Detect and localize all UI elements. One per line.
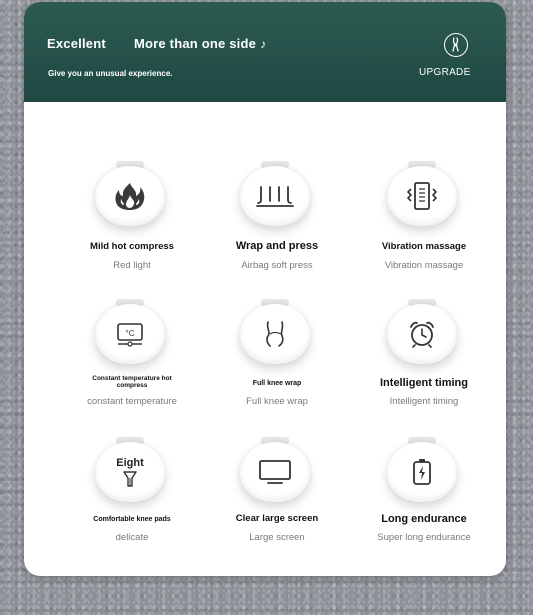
header-title-right xyxy=(134,36,266,51)
feature-pod xyxy=(95,166,165,226)
feature-subtitle: Intelligent timing xyxy=(389,396,459,407)
feature-pod xyxy=(240,442,310,502)
flame-icon xyxy=(95,166,165,226)
knee-wrap-icon xyxy=(240,304,310,364)
knee-pad-icon xyxy=(95,442,165,502)
feature-subtitle: Red light xyxy=(113,260,151,271)
feature-title: Wrap and press xyxy=(235,240,319,252)
feature-constant-temperature xyxy=(62,292,202,412)
header-title-left: Excellent xyxy=(47,36,106,51)
feature-comfortable-knee-pads xyxy=(62,430,202,550)
feature-vibration-massage xyxy=(354,154,494,274)
upgrade-label: UPGRADE xyxy=(419,67,471,78)
feature-title: Comfortable knee pads xyxy=(93,516,171,523)
feature-full-knee-wrap xyxy=(207,292,347,412)
feature-pod xyxy=(387,166,457,226)
feature-subtitle: Vibration massage xyxy=(384,260,464,271)
alarm-clock-icon xyxy=(387,304,457,364)
feature-subtitle: Full knee wrap xyxy=(246,396,308,407)
thermostat-icon xyxy=(95,304,165,364)
feature-pod xyxy=(387,442,457,502)
feature-card xyxy=(24,2,506,576)
feature-pod xyxy=(240,166,310,226)
music-note-icon: ♪ xyxy=(260,37,267,51)
feature-long-endurance xyxy=(354,430,494,550)
feature-title: Intelligent timing xyxy=(380,377,468,389)
header-banner xyxy=(24,2,506,102)
feature-subtitle: Super long endurance xyxy=(377,532,471,543)
feature-subtitle: constant temperature xyxy=(87,396,177,407)
feature-intelligent-timing xyxy=(354,292,494,412)
header-subtitle: Give you an unusual experience. xyxy=(48,69,173,78)
header-title-right-text: More than one side xyxy=(134,36,257,51)
feature-title: Clear large screen xyxy=(235,513,319,524)
vibration-icon xyxy=(387,166,457,226)
feature-title: Constant temperature hot compress xyxy=(92,375,172,389)
feature-wrap-and-press xyxy=(207,154,347,274)
feature-pod xyxy=(387,304,457,364)
airbag-press-icon xyxy=(240,166,310,226)
feature-pod xyxy=(95,442,165,502)
feature-pod xyxy=(95,304,165,364)
feature-pod xyxy=(240,304,310,364)
feature-subtitle: delicate xyxy=(115,532,149,543)
knee-logo-icon xyxy=(444,33,468,57)
feature-clear-large-screen xyxy=(207,430,347,550)
feature-subtitle: Large screen xyxy=(249,532,305,543)
feature-mild-hot-compress xyxy=(62,154,202,274)
knee-pad-icon-label: Eight xyxy=(116,457,144,469)
feature-title: Mild hot compress xyxy=(90,241,174,252)
feature-title: Full knee wrap xyxy=(252,380,302,387)
battery-icon xyxy=(387,442,457,502)
screen-icon xyxy=(240,442,310,502)
feature-title: Vibration massage xyxy=(381,241,467,252)
feature-subtitle: Airbag soft press xyxy=(241,260,313,271)
feature-title: Long endurance xyxy=(381,513,467,525)
svg-text:°C: °C xyxy=(125,329,135,338)
